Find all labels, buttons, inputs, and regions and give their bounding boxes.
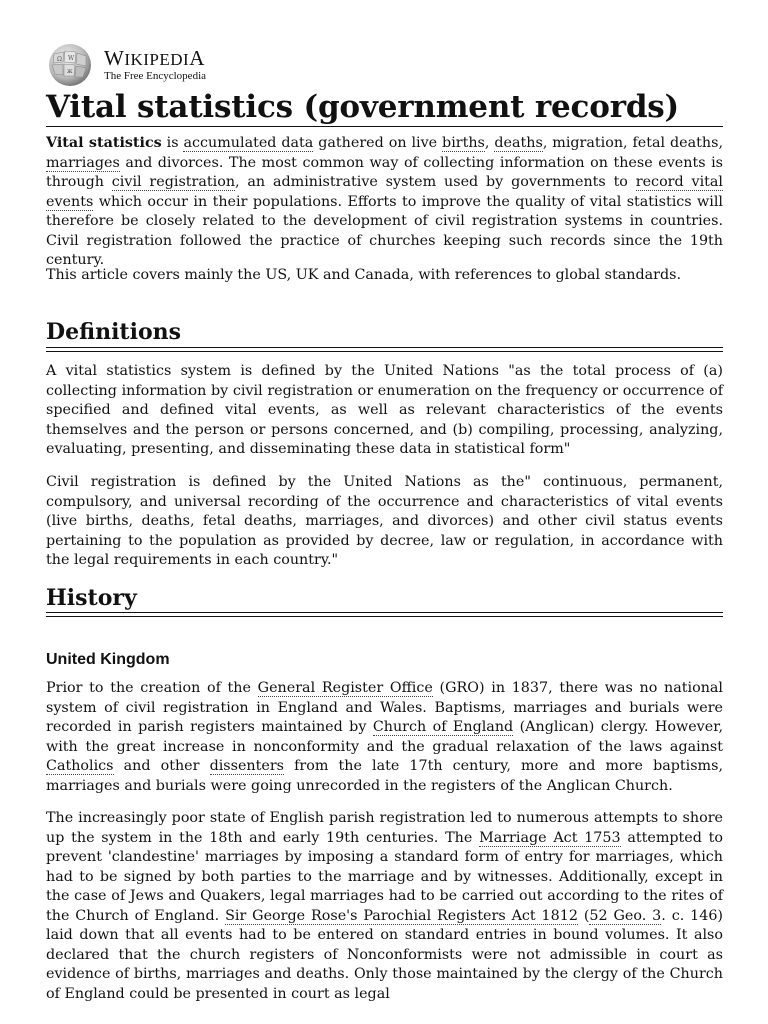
section-heading-history: History: [46, 585, 137, 611]
brand-tagline: The Free Encyclopedia: [104, 70, 207, 83]
article-link[interactable]: Marriage Act 1753: [479, 829, 621, 846]
section-divider-history: [46, 612, 723, 617]
article-link[interactable]: Sir George Rose's Parochial Registers Act 1812: [225, 907, 578, 924]
svg-text:ж: ж: [67, 68, 73, 75]
svg-text:W: W: [68, 55, 75, 62]
title-divider: [46, 126, 723, 127]
svg-text:Ω: Ω: [57, 56, 62, 63]
text-run: gathered on live: [313, 135, 443, 151]
text-run: is: [161, 135, 184, 151]
text-run: and divorces. The most common way of collecting information on these events is through: [46, 154, 723, 190]
text-run: Prior to the creation of the: [46, 680, 258, 696]
subsection-heading-uk: United Kingdom: [46, 651, 170, 668]
article-link[interactable]: dissenters: [209, 758, 285, 774]
text-run: and other: [113, 758, 210, 774]
article-link[interactable]: General Register Office: [257, 680, 433, 696]
section-divider-definitions: [46, 347, 723, 352]
section-heading-definitions: Definitions: [46, 319, 181, 345]
article-link[interactable]: record vital events: [46, 174, 723, 210]
wikipedia-brand[interactable]: [44, 42, 206, 88]
article-link[interactable]: accumulated data: [183, 135, 314, 151]
text-run: , an administrative system used by governments to: [235, 174, 636, 190]
article-link[interactable]: civil registration: [111, 174, 236, 190]
intro-paragraph-1: [46, 134, 723, 271]
text-run: (: [577, 907, 590, 924]
article-link[interactable]: 52 Geo. 3: [589, 907, 662, 924]
definitions-paragraph-2: Civil registration is defined by the United Nations as the" continuous, permanent, compulsory, and universal recording of the occurrence and characteristics of vital events (live births, deaths, fetal deaths, marriages, and divorces) and other civil status events pertaining to the population as provided by decree, law or regulation, in accordance with the legal requirements in each country.": [46, 474, 723, 568]
text-run: . c. 146) laid down that all events had to be entered on standard entries in bound volumes. It also declared that the church registers of Nonconformists were not admissible in court as evidence of births, marriages and deaths. Only those maintained by the clergy of the Church of England could be presented in court as legal: [46, 907, 724, 1002]
uk-paragraph-1: [46, 679, 723, 796]
intro-paragraph-2: This article covers mainly the US, UK and Canada, with references to global standards.: [46, 267, 682, 283]
wikipedia-globe-icon: [44, 42, 96, 88]
text-run: , migration, fetal deaths,: [542, 135, 724, 151]
bold-term: Vital statistics: [46, 135, 162, 151]
article-link[interactable]: Church of England: [372, 719, 514, 735]
text-run: ,: [484, 135, 495, 151]
text-run: attempted to prevent 'clandestine' marriages by imposing a standard form of entry for marriages, which had to be signed by both parties to the marriage and by witnesses. Additionally, except in the case of Jews and Quakers, legal marriages had to be carried out according to the rites of the Church of England.: [46, 829, 724, 924]
text-run: from the late 17th century, more and more baptisms, marriages and burials were going unrecorded in the registers of the Anglican Church.: [46, 758, 723, 794]
text-run: (GRO) in 1837, there was no national system of civil registration in England and Wales. Baptisms, marriages and burials were recorded in parish registers maintained by: [46, 680, 723, 735]
text-run: (Anglican) clergy. However, with the great increase in nonconformity and the gradual relaxation of the laws against: [46, 719, 724, 755]
article-link[interactable]: deaths: [494, 135, 543, 151]
text-run: The increasingly poor state of English parish registration led to numerous attempts to shore up the system in the 18th and early 19th centuries. The: [46, 810, 723, 846]
brand-name: WIKIPEDIA: [104, 46, 205, 71]
page-title: Vital statistics (government records): [46, 89, 680, 125]
article-link[interactable]: births: [442, 135, 485, 151]
definitions-paragraph-1: A vital statistics system is defined by the United Nations "as the total process of (a) collecting information by civil registration or enumeration on the frequency or occurrence of specified and defined vital events, as well as relevant characteristics of the events themselves and the person or persons concerned, and (b) compiling, processing, analyzing, evaluating, presenting, and disseminating these data in statistical form": [46, 363, 723, 457]
article-link[interactable]: Catholics: [46, 758, 114, 774]
text-run: which occur in their populations. Efforts to improve the quality of vital statistics will therefore be closely related to the development of civil registration systems in countries. Civil registration followed the practice of churches keeping such records since the 19th century.: [46, 193, 723, 268]
article-link[interactable]: marriages: [46, 154, 120, 171]
uk-paragraph-2: [46, 809, 723, 1004]
